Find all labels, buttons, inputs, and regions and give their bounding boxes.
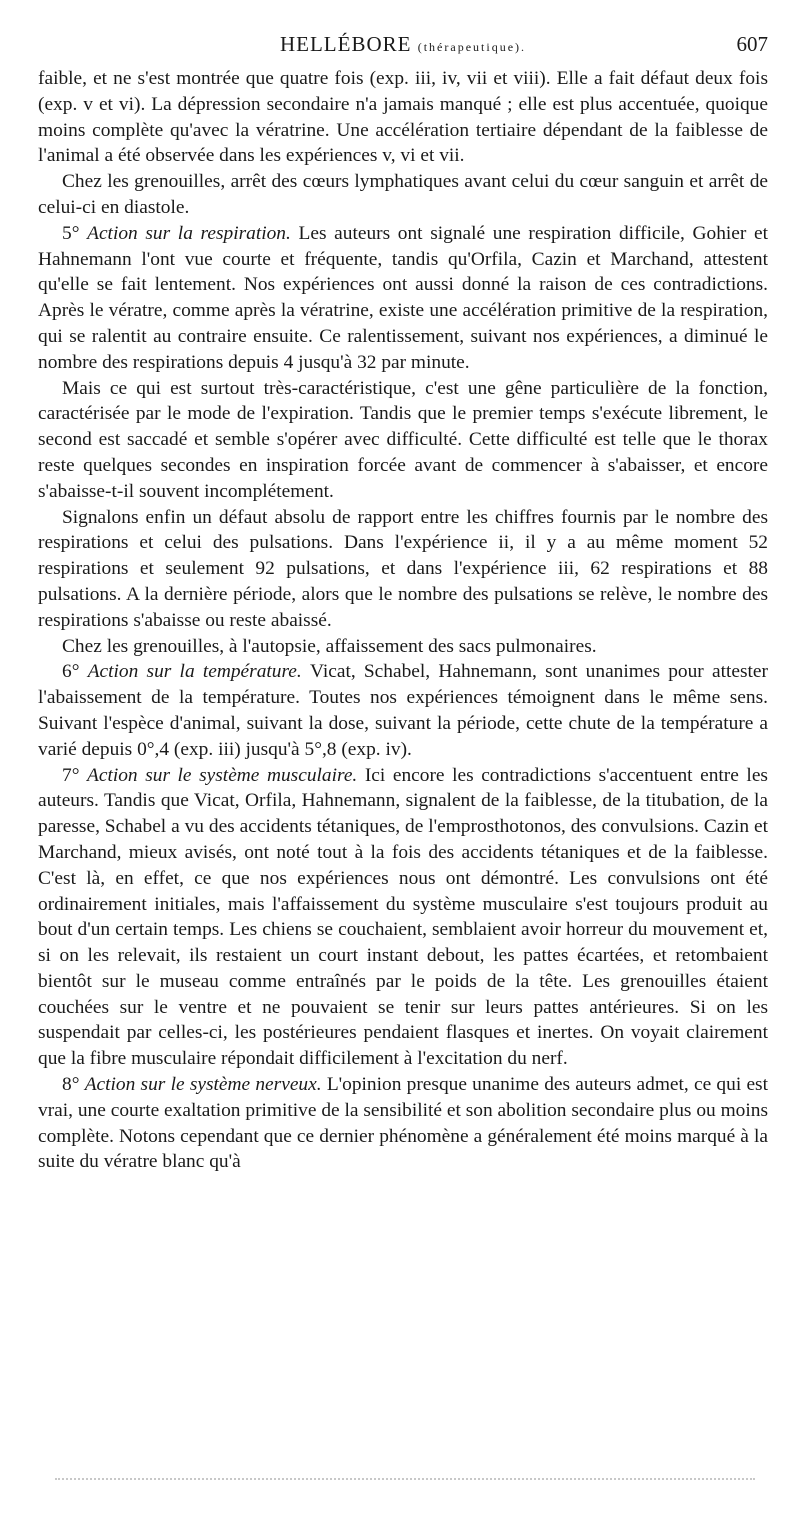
page-number: 607 bbox=[736, 32, 768, 56]
paragraph-text: Les auteurs ont signalé une respiration difficile, Gohier et Hahnemann l'ont vue courte et fréquente, tandis qu'Orfila, Cazin et Marchand, attestent qu'elle se fait lentement. Nos expériences ont aussi donné la raison de ces contradictions. Après le vératre, comme après la vératrine, existe une accélération primitive de la respiration, qui se ralentit au contraire ensuite. Ce ralentissement, suivant nos expériences, a diminué le nombre des respirations depuis 4 jusqu'à 32 par minute. bbox=[38, 222, 768, 373]
running-title bbox=[38, 32, 768, 57]
paragraph-text: faible, et ne s'est montrée que quatre fois (exp. iii, iv, vii et viii). Elle a fait défaut deux fois (exp. v et vi). La dépression secondaire n'a jamais manqué ; elle est plus accentuée, quoique moins complète qu'avec la vératrine. Une accélération tertiaire dépendant de la faiblesse de l'animal a été observée dans les expériences v, vi et vii. bbox=[38, 68, 768, 167]
paragraph-text: Chez les grenouilles, à l'autopsie, affaissement des sacs pulmonaires. bbox=[62, 635, 597, 657]
section-respiration bbox=[38, 221, 768, 376]
running-title-main: HELLÉBORE bbox=[279, 32, 412, 56]
paragraph-text: Ici encore les contradictions s'accentuent entre les auteurs. Tandis que Vicat, Orfila, Hahnemann, signalent de la faiblesse, de la titubation, de la paresse, Schabel a vu des accidents tétaniques, de l'emprosthotonos, des convulsions. Cazin et Marchand, mieux avisés, ont noté tout à la fois des accidents tétaniques et de la faiblesse. C'est là, en effet, ce que nos expériences nous ont démontré. Les convulsions ont été ordinairement initiales, mais l'affaissement du système musculaire s'est toujours produit au bout d'un certain temps. Les chiens se couchaient, semblaient avoir horreur du mouvement et, si on les relevait, ils restaient un court instant debout, les pattes écartées, et retombaient bientôt sur le museau comme entraînés par le poids de la tête. Les grenouilles étaient couchées sur le ventre et ne pouvaient se tenir sur leurs pattes antérieures. Si on les suspendait par celles-ci, les postérieures pendaient flasques et inertes. On voyait clairement que la fibre musculaire répondait difficilement à l'excitation du nerf. bbox=[38, 764, 768, 1070]
page-header bbox=[38, 32, 768, 62]
paragraph-text: Signalons enfin un défaut absolu de rapport entre les chiffres fournis par le nombre des respirations et celui des pulsations. Dans l'expérience ii, il y a au même moment 52 respirations et seulement 92 pulsations, et dans l'expérience iii, 62 respirations et 88 pulsations. A la dernière période, alors que le nombre des pulsations se relève, le nombre des respirations s'abaisse ou reste abaissé. bbox=[38, 506, 768, 631]
section-number: 7° bbox=[62, 764, 88, 786]
section-heading: Action sur la respiration. bbox=[87, 222, 299, 244]
section-number: 6° bbox=[62, 661, 88, 683]
paragraph bbox=[38, 634, 768, 660]
paragraph bbox=[38, 505, 768, 634]
paragraph-text: Chez les grenouilles, arrêt des cœurs lymphatiques avant celui du cœur sanguin et arrêt de celui-ci en diastole. bbox=[38, 171, 768, 218]
body-text bbox=[38, 66, 768, 1175]
paragraph bbox=[38, 66, 768, 169]
paragraph-text: Mais ce qui est surtout très-caractéristique, c'est une gêne particulière de la fonction, caractérisée par le mode de l'expiration. Tandis que le premier temps s'exécute librement, le second est saccadé et semble s'opérer avec difficulté. Cette difficulté est telle que le thorax reste quelques secondes en inspiration forcée avant de commencer à s'abaisser, et encore s'abaisse-t-il souvent incomplétement. bbox=[38, 377, 768, 502]
paragraph-text: Vicat, Schabel, Hahnemann, sont unanimes pour attester l'abaissement de la température. Toutes nos expériences témoignent dans le même sens. Suivant l'espèce d'animal, suivant la dose, suivant la période, cette chute de la température a varié depuis 0°,4 (exp. iii) jusqu'à 5°,8 (exp. iv). bbox=[38, 661, 768, 760]
paragraph-text: L'opinion presque unanime des auteurs admet, ce qui est vrai, une courte exaltation primitive de la sensibilité et son abolition secondaire plus ou moins complète. Notons cependant que ce dernier phénomène a généralement été moins marqué à la suite du vératre blanc qu'à bbox=[38, 1074, 768, 1173]
paragraph bbox=[38, 169, 768, 221]
section-nervous-system bbox=[38, 1072, 768, 1175]
section-temperature bbox=[38, 659, 768, 762]
paragraph bbox=[38, 376, 768, 505]
section-heading: Action sur le système musculaire. bbox=[87, 764, 365, 786]
section-number: 5° bbox=[62, 222, 88, 244]
section-heading: Action sur le système nerveux. bbox=[84, 1074, 327, 1096]
footer-dotted-rule bbox=[55, 1478, 755, 1482]
section-muscular-system bbox=[38, 763, 768, 1073]
running-title-subtitle: (thérapeutique). bbox=[417, 40, 527, 54]
section-number: 8° bbox=[62, 1074, 85, 1096]
section-heading: Action sur la température. bbox=[87, 661, 310, 683]
